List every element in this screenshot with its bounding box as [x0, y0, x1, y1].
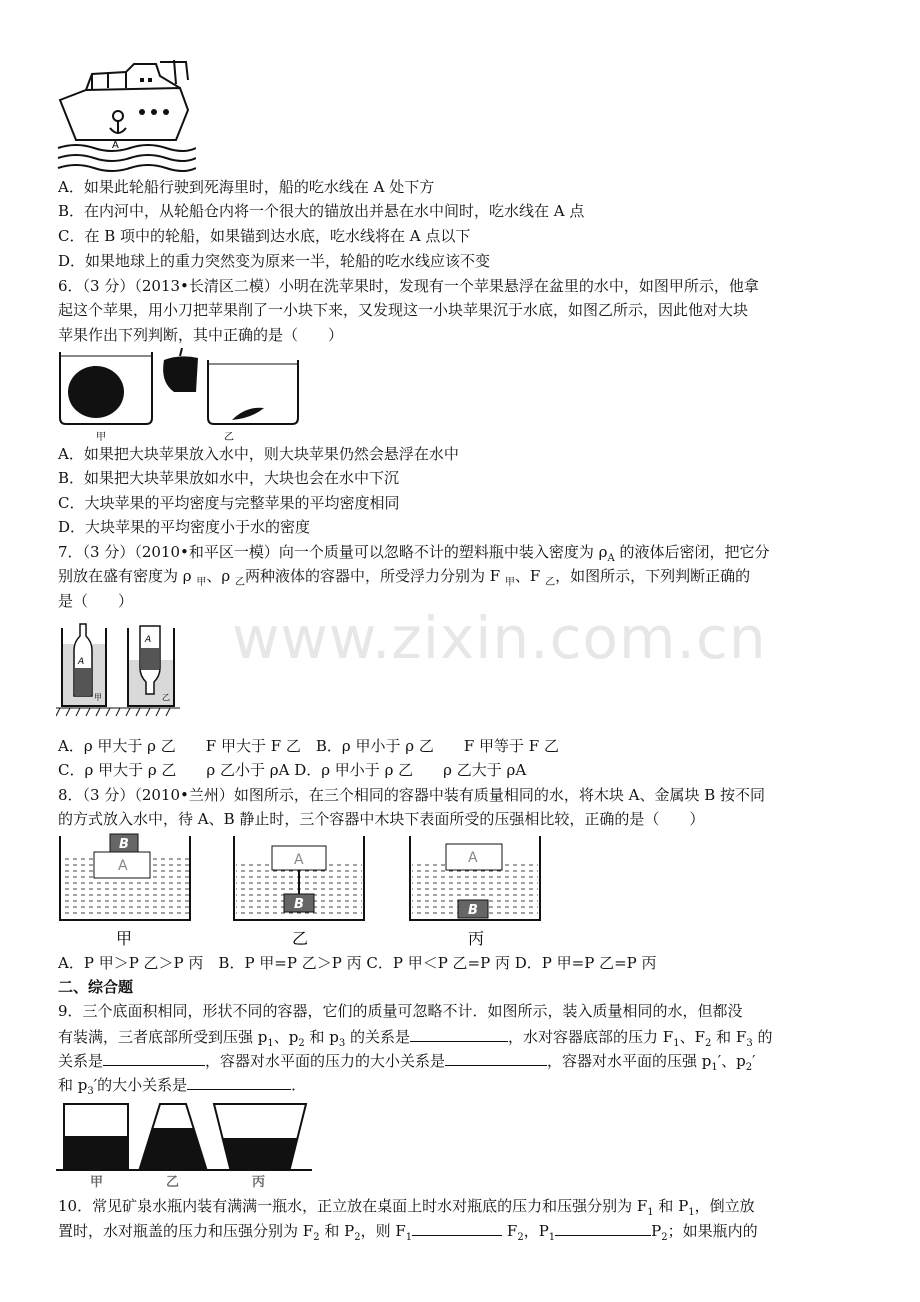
- block-b-3: B: [468, 903, 478, 918]
- block-a-2: A: [294, 852, 304, 868]
- ship-label-a: A: [112, 140, 119, 151]
- bottle-label-a1: A: [78, 657, 85, 667]
- q10-stem-line2: 置时，水对瓶盖的压力和压强分别为 $F_2$ 和 $P_2$，则 $F_1$ $F_2$，$P_1$ $P_2$；如果瓶内的: [58, 1219, 758, 1249]
- apple-figure: [56, 348, 306, 444]
- q5-option-a: A．如果此轮船行驶到死海里时，船的吃水线在 A 处下方: [58, 178, 435, 196]
- containers-figure: [56, 832, 546, 948]
- q9-stem-line2: 有装满，三者底部所受到压强 $p_1$、$p_2$ 和 $p_3$ 的关系是 ，水对容器底部的压力 $F_1$、$F_2$ 和 $F_3$ 的: [58, 1025, 773, 1055]
- block-b-2: B: [294, 897, 304, 912]
- block-b-1: B: [119, 837, 129, 852]
- q8-stem-line1: 8．（3 分）（2010•兰州）如图所示，在三个相同的容器中装有质量相同的水，将木块 A、金属块 B 按不同: [58, 786, 766, 804]
- q6-stem-line2: 起这个苹果，用小刀把苹果削了一小块下来，又发现这一小块苹果沉于水底，如图乙所示，因此他对大块: [58, 301, 749, 319]
- watermark-text: www.zixin.com.cn: [232, 604, 767, 672]
- q7-options-ab: A．ρ 甲大于 ρ 乙 F 甲大于 F 乙 B．ρ 甲小于 ρ 乙 F 甲等于 F 乙: [58, 737, 559, 755]
- bottle-label-yi: 乙: [162, 693, 170, 702]
- answer-blank[interactable]: [555, 1219, 651, 1236]
- vessel-label-jia: 甲: [90, 1175, 104, 1190]
- q7-stem-line1: 7．（3 分）（2010•和平区一模）向一个质量可以忽略不计的塑料瓶中装入密度为 $\rho_A$ 的液体后密闭，把它分: [58, 543, 770, 564]
- block-a-1: A: [118, 858, 128, 874]
- bottle-label-a2: A: [145, 635, 152, 645]
- answer-blank[interactable]: [103, 1049, 205, 1066]
- q6-option-b: B．如果把大块苹果放如水中，大块也会在水中下沉: [58, 469, 400, 487]
- apple-label-jia: 甲: [96, 432, 106, 443]
- q6-option-c: C．大块苹果的平均密度与完整苹果的平均密度相同: [58, 494, 400, 512]
- q10-stem-line1: 10．常见矿泉水瓶内装有满满一瓶水，正立放在桌面上时水对瓶底的压力和压强分别为 $F_1$ 和 $P_1$，倒立放: [58, 1197, 755, 1218]
- container-label-yi: 乙: [292, 929, 309, 948]
- container-label-bing: 丙: [468, 929, 485, 948]
- vessels-figure: [56, 1100, 312, 1190]
- q8-options: A．P 甲＞P 乙＞P 丙 B．P 甲=P 乙＞P 丙 C．P 甲＜P 乙=P 丙 D．P 甲=P 乙=P 丙: [58, 954, 657, 972]
- answer-blank[interactable]: [187, 1073, 291, 1090]
- q9-stem-line3: 关系是 ，容器对水平面的压力的大小关系是 ，容器对水平面的压强 $p_1'$、$p_2'$: [58, 1049, 756, 1079]
- answer-blank[interactable]: [410, 1025, 508, 1042]
- section-heading: 二、综合题: [58, 978, 134, 996]
- q7-stem-line2: 别放在盛有密度为 ρ $_甲$、ρ $_乙$两种液体的容器中，所受浮力分别为 F $_甲$、F $_乙$，如图所示，下列判断正确的: [58, 567, 751, 588]
- apple-label-yi: 乙: [224, 432, 234, 443]
- q5-option-c: C．在 B 项中的轮船，如果锚到达水底，吃水线将在 A 点以下: [58, 227, 471, 245]
- bottle-label-jia: 甲: [94, 693, 102, 702]
- block-a-3: A: [468, 850, 478, 866]
- vessel-label-yi: 乙: [166, 1175, 180, 1190]
- q6-stem-line1: 6．（3 分）（2013•长清区二模）小明在洗苹果时，发现有一个苹果悬浮在盆里的水中，如图甲所示，他拿: [58, 277, 759, 295]
- q9-stem-line1: 9．三个底面积相同，形状不同的容器，它们的质量可忽略不计．如图所示，装入质量相同的水，但都没: [58, 1002, 743, 1020]
- q5-option-b: B．在内河中，从轮船仓内将一个很大的锚放出并悬在水中间时，吃水线在 A 点: [58, 202, 585, 220]
- answer-blank[interactable]: [445, 1049, 547, 1066]
- q5-option-d: D．如果地球上的重力突然变为原来一半，轮船的吃水线应该不变: [58, 252, 491, 270]
- q7-options-cd: C．ρ 甲大于 ρ 乙 ρ 乙小于 ρA D．ρ 甲小于 ρ 乙 ρ 乙大于 ρA: [58, 761, 527, 779]
- q7-stem-line3: 是（ ）: [58, 592, 134, 610]
- q9-stem-line4: 和 $p_3'$的大小关系是 ．: [58, 1073, 306, 1103]
- vessel-label-bing: 丙: [252, 1175, 266, 1190]
- answer-blank[interactable]: [412, 1219, 502, 1236]
- container-label-jia: 甲: [116, 929, 133, 948]
- q6-stem-line3: 苹果作出下列判断，其中正确的是（ ）: [58, 326, 344, 344]
- bottle-figure: [56, 620, 180, 724]
- ship-figure: [56, 60, 196, 172]
- q6-option-a: A．如果把大块苹果放入水中，则大块苹果仍然会悬浮在水中: [58, 445, 459, 463]
- q6-option-d: D．大块苹果的平均密度小于水的密度: [58, 518, 311, 536]
- q8-stem-line2: 的方式放入水中，待 A、B 静止时，三个容器中木块下表面所受的压强相比较，正确的是（ ）: [58, 810, 705, 828]
